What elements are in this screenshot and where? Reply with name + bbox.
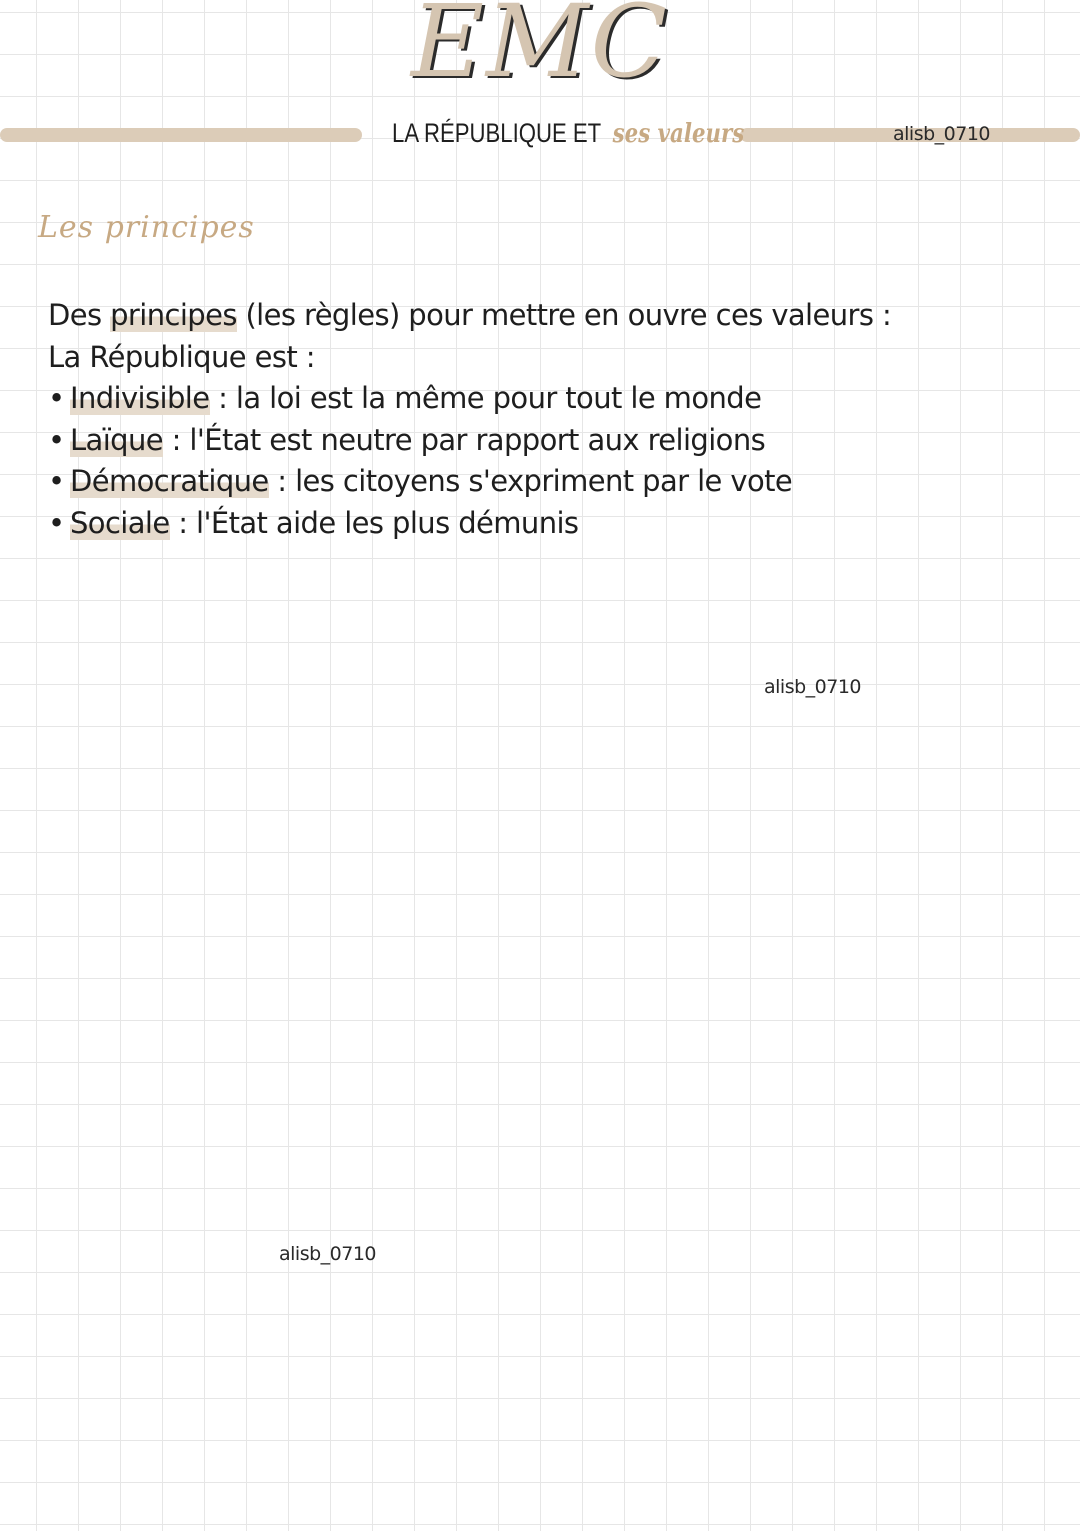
subtitle-accent: ses valeurs xyxy=(612,119,745,149)
principle-term: Laïque xyxy=(70,422,164,457)
principle-desc: : l'État aide les plus démunis xyxy=(169,505,579,540)
principle-term: Démocratique xyxy=(70,464,269,498)
bullet-icon: • xyxy=(48,464,65,498)
list-item xyxy=(48,461,948,503)
principle-term: Sociale xyxy=(70,505,170,540)
intro-line xyxy=(48,295,948,337)
principle-desc: : l'État est neutre par rapport aux religions xyxy=(163,422,766,457)
bullet-icon: • xyxy=(48,505,65,540)
watermark-bottom: alisb_0710 xyxy=(279,1243,377,1265)
principle-term: Indivisible xyxy=(70,381,210,415)
bullet-icon: • xyxy=(48,422,65,457)
list-item xyxy=(48,420,948,462)
watermark-top: alisb_0710 xyxy=(893,123,991,145)
watermark-middle: alisb_0710 xyxy=(764,676,862,698)
section-title: Les principes xyxy=(38,210,255,245)
page-title: EMC xyxy=(411,0,669,100)
list-item xyxy=(48,378,948,420)
subtitle-plain: LA RÉPUBLIQUE ET xyxy=(392,118,602,148)
principle-desc: : la loi est la même pour tout le monde xyxy=(209,381,762,415)
bullet-icon: • xyxy=(48,381,65,415)
list-item xyxy=(48,503,948,545)
content-body xyxy=(48,295,948,544)
page-subtitle xyxy=(392,118,744,149)
intro-highlight: principes xyxy=(110,298,237,332)
principle-desc: : les citoyens s'expriment par le vote xyxy=(268,464,793,498)
intro-before: Des xyxy=(48,298,102,332)
header-bar-left xyxy=(0,128,362,142)
intro-after: (les règles) pour mettre en ouvre ces valeurs : xyxy=(245,298,892,332)
republic-line: La République est : xyxy=(48,339,315,374)
